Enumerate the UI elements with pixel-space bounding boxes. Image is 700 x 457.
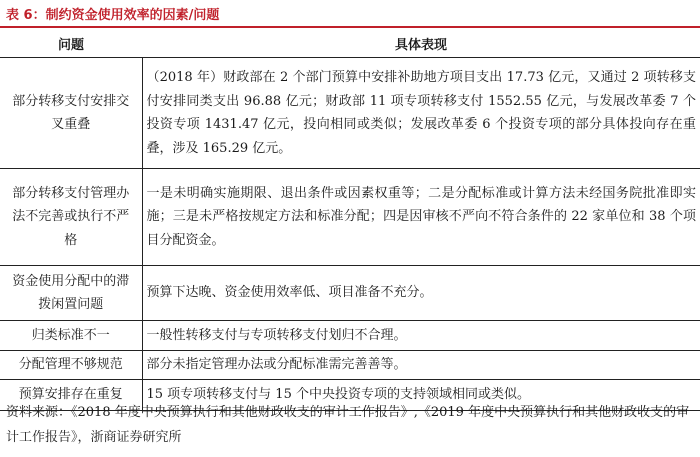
detail-cell: 部分未指定管理办法或分配标准需完善善等。 <box>142 351 700 380</box>
issue-cell: 资金使用分配中的滞拨闲置问题 <box>0 266 142 321</box>
detail-cell: 一是未明确实施期限、退出条件或因素权重等；二是分配标准或计算方法未经国务院批准即实施；三是未严格按规定方法和标准分配；四是因审核不严向不符合条件的 22 家单位和 38 个项目分配资金。 <box>142 169 700 266</box>
issue-cell: 部分转移支付安排交叉重叠 <box>0 58 142 169</box>
table-header-row <box>0 30 700 58</box>
source-note: 资料来源：《2018 年度中央预算执行和其他财政收支的审计工作报告》,《2019 年度中央预算执行和其他财政收支的审计工作报告》，浙商证券研究所 <box>6 405 690 445</box>
table-title: 表 6：制约资金使用效率的因素/问题 <box>6 8 220 23</box>
table-row <box>0 351 700 380</box>
issue-cell: 预算安排存在重复 <box>0 380 142 411</box>
issue-cell: 归类标准不一 <box>0 321 142 351</box>
table-row <box>0 169 700 266</box>
issue-cell: 部分转移支付管理办法不完善或执行不严格 <box>0 169 142 266</box>
issues-table <box>0 30 700 411</box>
title-divider <box>0 26 700 28</box>
column-header-detail: 具体表现 <box>142 30 700 58</box>
detail-cell: 15 项专项转移支付与 15 个中央投资专项的支持领域相同或类似。 <box>142 380 700 411</box>
table-row <box>0 321 700 351</box>
detail-cell: （2018 年）财政部在 2 个部门预算中安排补助地方项目支出 17.73 亿元，又通过 2 项转移支付安排同类支出 96.88 亿元；财政部 11 项专项转移支付 1552.55 亿元，与发展改革委 7 个投资专项 1431.47 亿元，投向相同或类似；发展改革委 6 个投资专项的部分具体投向存在重叠，涉及 165.29 亿元。 <box>142 58 700 169</box>
column-header-issue: 问题 <box>0 30 142 58</box>
table-row <box>0 58 700 169</box>
issue-cell: 分配管理不够规范 <box>0 351 142 380</box>
detail-cell: 一般性转移支付与专项转移支付划归不合理。 <box>142 321 700 351</box>
detail-cell: 预算下达晚、资金使用效率低、项目准备不充分。 <box>142 266 700 321</box>
table-row <box>0 266 700 321</box>
